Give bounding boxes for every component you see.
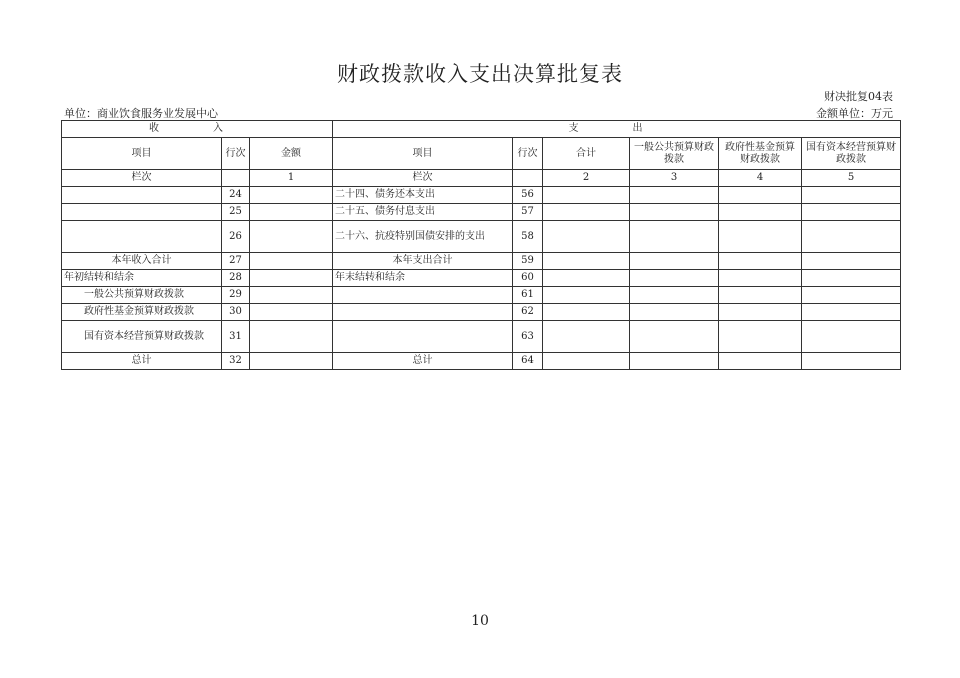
col-blank [222, 170, 250, 187]
expense-item: 年末结转和结余 [333, 270, 513, 287]
expense-section-header: 支 出 [333, 121, 901, 138]
cell-total [543, 221, 630, 253]
unit-label: 单位：商业饮食服务业发展中心 [64, 107, 218, 120]
income-line-no: 30 [222, 304, 250, 321]
table-row [62, 304, 901, 321]
finance-table [61, 120, 901, 370]
header-amount: 金额 [250, 138, 333, 170]
cell-fund [719, 187, 802, 204]
header-total: 合计 [543, 138, 630, 170]
income-item: 一般公共预算财政拨款 [62, 287, 222, 304]
cell-general [630, 304, 719, 321]
cell-capital [802, 321, 901, 353]
cell-capital [802, 304, 901, 321]
cell-fund [719, 321, 802, 353]
table-row [62, 253, 901, 270]
cell-total [543, 287, 630, 304]
income-line-no: 24 [222, 187, 250, 204]
income-amount [250, 187, 333, 204]
table-row [62, 287, 901, 304]
expense-item [333, 321, 513, 353]
cell-general [630, 204, 719, 221]
cell-general [630, 253, 719, 270]
form-number: 财决批复04表 [824, 90, 893, 103]
money-unit-label: 金额单位：万元 [816, 107, 893, 120]
cell-fund [719, 270, 802, 287]
cell-total [543, 353, 630, 370]
cell-fund [719, 253, 802, 270]
income-line-no: 26 [222, 221, 250, 253]
header-item: 项目 [62, 138, 222, 170]
income-line-no: 25 [222, 204, 250, 221]
income-amount [250, 221, 333, 253]
col-num-3: 3 [630, 170, 719, 187]
cell-general [630, 287, 719, 304]
income-item: 政府性基金预算财政拨款 [62, 304, 222, 321]
income-item: 本年收入合计 [62, 253, 222, 270]
income-amount [250, 270, 333, 287]
expense-item: 本年支出合计 [333, 253, 513, 270]
income-line-no: 27 [222, 253, 250, 270]
cell-fund [719, 353, 802, 370]
cell-general [630, 270, 719, 287]
page-number: 10 [471, 613, 489, 629]
expense-line-no: 60 [513, 270, 543, 287]
header-gov-fund: 政府性基金预算财政拨款 [719, 138, 802, 170]
header-line-no: 行次 [222, 138, 250, 170]
expense-item: 二十五、债务付息支出 [333, 204, 513, 221]
income-section-header: 收 入 [62, 121, 333, 138]
header-state-capital: 国有资本经营预算财政拨款 [802, 138, 901, 170]
income-line-no: 31 [222, 321, 250, 353]
income-amount [250, 353, 333, 370]
income-line-no: 29 [222, 287, 250, 304]
expense-line-no: 56 [513, 187, 543, 204]
cell-total [543, 270, 630, 287]
expense-line-no: 63 [513, 321, 543, 353]
section-header-row [62, 121, 901, 138]
header-expense-line-no: 行次 [513, 138, 543, 170]
cell-general [630, 221, 719, 253]
cell-general [630, 321, 719, 353]
cell-total [543, 304, 630, 321]
cell-fund [719, 304, 802, 321]
expense-item: 二十四、债务还本支出 [333, 187, 513, 204]
income-item [62, 221, 222, 253]
cell-capital [802, 353, 901, 370]
cell-fund [719, 204, 802, 221]
cell-fund [719, 287, 802, 304]
expense-line-no: 58 [513, 221, 543, 253]
column-number-row [62, 170, 901, 187]
cell-capital [802, 204, 901, 221]
cell-total [543, 321, 630, 353]
expense-item: 总计 [333, 353, 513, 370]
expense-line-no: 64 [513, 353, 543, 370]
expense-line-no: 57 [513, 204, 543, 221]
income-item: 年初结转和结余 [62, 270, 222, 287]
header-general-budget: 一般公共预算财政拨款 [630, 138, 719, 170]
cell-capital [802, 253, 901, 270]
table-row [62, 187, 901, 204]
table-row [62, 353, 901, 370]
col-num-1: 1 [250, 170, 333, 187]
income-item: 总计 [62, 353, 222, 370]
expense-line-no: 59 [513, 253, 543, 270]
cell-total [543, 253, 630, 270]
table-row [62, 221, 901, 253]
income-amount [250, 287, 333, 304]
header-expense-item: 项目 [333, 138, 513, 170]
income-item [62, 187, 222, 204]
income-line-no: 28 [222, 270, 250, 287]
income-amount [250, 253, 333, 270]
expense-item [333, 304, 513, 321]
expense-item [333, 287, 513, 304]
table-row [62, 204, 901, 221]
table-row [62, 321, 901, 353]
table-row [62, 270, 901, 287]
income-amount [250, 304, 333, 321]
cell-capital [802, 221, 901, 253]
column-header-row [62, 138, 901, 170]
income-item: 国有资本经营预算财政拨款 [62, 321, 222, 353]
cell-general [630, 353, 719, 370]
expense-line-no: 61 [513, 287, 543, 304]
col-label-left: 栏次 [62, 170, 222, 187]
col-num-2: 2 [543, 170, 630, 187]
cell-total [543, 204, 630, 221]
cell-capital [802, 270, 901, 287]
cell-capital [802, 187, 901, 204]
col-num-5: 5 [802, 170, 901, 187]
cell-capital [802, 287, 901, 304]
page-title: 财政拨款收入支出决算批复表 [337, 62, 623, 86]
cell-fund [719, 221, 802, 253]
col-blank [513, 170, 543, 187]
income-amount [250, 321, 333, 353]
expense-item: 二十六、抗疫特别国债安排的支出 [333, 221, 513, 253]
col-label-right: 栏次 [333, 170, 513, 187]
expense-line-no: 62 [513, 304, 543, 321]
income-item [62, 204, 222, 221]
income-line-no: 32 [222, 353, 250, 370]
cell-general [630, 187, 719, 204]
col-num-4: 4 [719, 170, 802, 187]
income-amount [250, 204, 333, 221]
cell-total [543, 187, 630, 204]
